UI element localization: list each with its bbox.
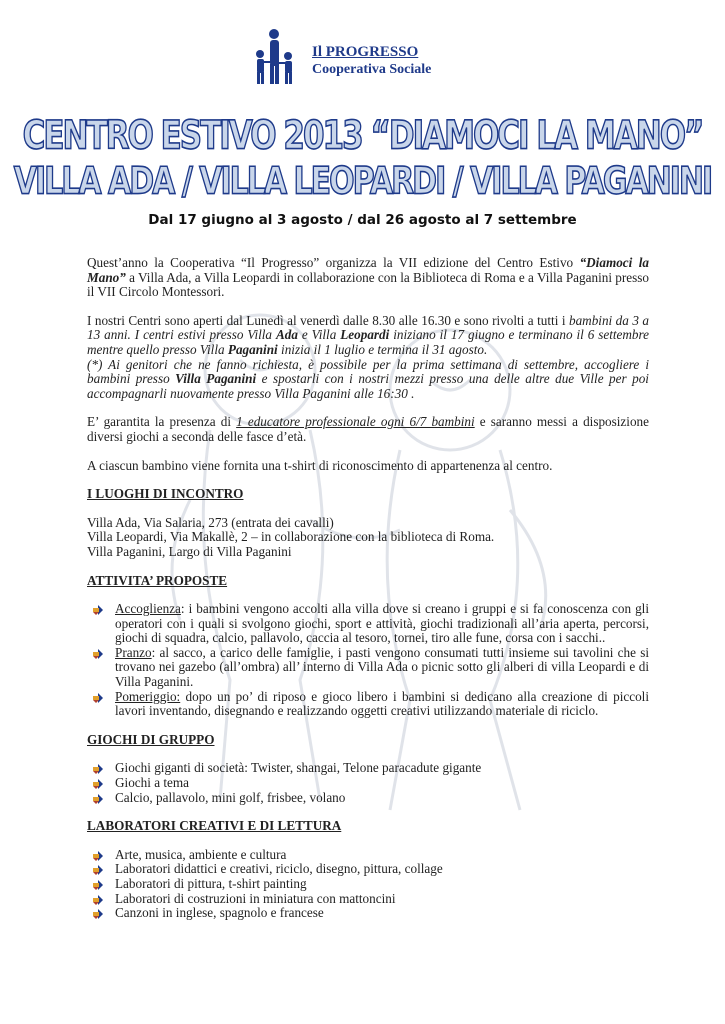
- arrow-bullet-icon: [93, 894, 103, 904]
- p2-villa-paganini: Paganini: [227, 341, 278, 357]
- item-text: : al sacco, a carico delle famiglie, i pasti vengono consumati tutti insieme sui tavolini che si trovano nei gazebo (all’ombra) all’ interno di Villa Ada o picnic sotto gli alberi di villa Leopardi e di Villa Paganini.: [115, 644, 649, 690]
- p2-text-a: I nostri Centri sono aperti dal Lunedì al venerdì dalle 8.30 alle 16.30 e sono rivolti a tutti i: [87, 312, 569, 328]
- arrow-bullet-icon: [93, 763, 103, 773]
- item-text: Arte, musica, ambiente e cultura: [115, 846, 287, 862]
- arrow-bullet-icon: [93, 793, 103, 803]
- p2-text-d: e Villa: [297, 327, 341, 343]
- p2-text-h: inizia il 1 luglio e termina il 31 agosto.: [277, 341, 488, 357]
- intro-paragraph: [87, 256, 649, 300]
- laboratori-heading: LABORATORI CREATIVI E DI LETTURA: [87, 818, 342, 834]
- list-item: [87, 602, 649, 646]
- title-line-1: CENTRO ESTIVO 2013 “DIAMOCI LA MANO”: [22, 113, 703, 159]
- list-item: [87, 791, 649, 806]
- laboratori-list: [87, 848, 649, 921]
- arrow-bullet-icon: [93, 879, 103, 889]
- list-item: [87, 761, 649, 776]
- item-text: Laboratori di costruzioni in miniatura con mattoncini: [115, 890, 396, 906]
- luoghi-heading: I LUOGHI DI INCONTRO: [87, 486, 244, 502]
- p4-ratio: 1 educatore professionale ogni 6/7 bambini: [236, 414, 475, 430]
- attivita-list: [87, 602, 649, 719]
- item-text: Giochi a tema: [115, 775, 189, 791]
- giochi-list: [87, 761, 649, 805]
- attivita-heading: ATTIVITA’ PROPOSTE: [87, 572, 228, 588]
- list-item: [87, 690, 649, 719]
- list-item: [87, 646, 649, 690]
- item-label: Pomeriggio:: [115, 688, 181, 704]
- arrow-bullet-icon: [93, 692, 103, 702]
- dates-heading: Dal 17 giugno al 3 agosto / dal 26 agosto al 7 settembre: [148, 212, 577, 228]
- document-body: [87, 256, 649, 921]
- arrow-bullet-icon: [93, 850, 103, 860]
- p1-text-a: Quest’anno la Cooperativa “Il Progresso” organizza la VII edizione del Centro Estivo: [87, 255, 580, 270]
- educator-paragraph: [87, 415, 649, 444]
- p3-text-a: (*) Ai genitori che ne fanno richiesta, è possibile per la prima settimana di settembre, accogliere i bambini presso: [87, 356, 649, 387]
- item-text: : i bambini vengono accolti alla villa dove si creano i gruppi e si fa conoscenza con gli operatori con i quali si svolgono giochi, sport e attività, giochi tradizionali all’aria aperta, percorsi, giochi di squadra, calcio, pallavolo, caccia al tesoro, tornei, tiro alle fune, corsa con i sacchi..: [115, 601, 649, 646]
- p4-text-c: e saranno messi a disposizione diversi giochi a seconda delle fasce d’età.: [87, 414, 649, 444]
- item-text: dopo un po’ di riposo e gioco libero i bambini si dedicano alla creazione di piccoli lavori inventando, disegnando e realizzando oggetti creativi utilizzando materiale di riciclo.: [115, 688, 649, 719]
- list-item: [87, 877, 649, 892]
- arrow-bullet-icon: [93, 864, 103, 874]
- p2-villa-ada: Ada: [275, 327, 298, 343]
- luoghi-line: Villa Leopardi, Via Makallè, 2 – in collaborazione con la biblioteca di Roma.: [87, 529, 495, 545]
- item-text: Laboratori di pittura, t-shirt painting: [115, 876, 307, 891]
- p1-text-c: a Villa Ada, a Villa Leopardi in collaborazione con la Biblioteca di Roma e a Villa Paganini presso il VII Circolo Montessori.: [87, 269, 649, 300]
- list-item: [87, 862, 649, 877]
- luoghi-line: Villa Ada, Via Salaria, 273 (entrata dei cavalli): [87, 514, 334, 530]
- item-text: Laboratori didattici e creativi, riciclo, disegno, pittura, collage: [115, 861, 443, 877]
- org-name: Il PROGRESSO: [312, 44, 419, 60]
- list-item: [87, 776, 649, 791]
- family-figures-icon: [248, 28, 300, 86]
- p4-text-a: E’ garantita la presenza di: [87, 414, 237, 430]
- list-item: [87, 848, 649, 863]
- item-label: Accoglienza: [115, 601, 181, 617]
- org-subtitle: Cooperativa Sociale: [312, 62, 432, 77]
- giochi-heading: GIOCHI DI GRUPPO: [87, 731, 215, 747]
- tshirt-paragraph: A ciascun bambino viene fornita una t-shirt di riconoscimento di appartenenza al centro.: [87, 457, 553, 473]
- item-text: Giochi giganti di società: Twister, shangai, Telone paracadute gigante: [115, 760, 482, 776]
- p3-text-c: e spostarli con i nostri mezzi presso una delle altre due Ville per poi accompagnarli nuovamente presso Villa Paganini alle 16:30 .: [87, 371, 649, 401]
- arrow-bullet-icon: [93, 648, 103, 658]
- list-item: [87, 906, 649, 921]
- p1-center-name: “Diamoci la Mano”: [87, 255, 649, 285]
- org-block: [312, 44, 431, 78]
- p2-text-f: iniziano il 17 giugno e terminano il 6 settembre mentre quello presso Villa: [87, 327, 649, 357]
- p2-text-b: bambini da 3 a 13 anni. I centri estivi presso Villa: [87, 312, 649, 343]
- item-text: Calcio, pallavolo, mini golf, frisbee, volano: [115, 789, 346, 805]
- arrow-bullet-icon: [93, 778, 103, 788]
- note-paragraph: [87, 358, 649, 402]
- arrow-bullet-icon: [93, 908, 103, 918]
- item-text: Canzoni in inglese, spagnolo e francese: [115, 905, 324, 921]
- p3-villa-paganini: Villa Paganini: [175, 371, 257, 387]
- title-line-2: VILLA ADA / VILLA LEOPARDI / VILLA PAGANINI: [13, 159, 712, 204]
- list-item: [87, 892, 649, 907]
- p2-villa-leopardi: Leopardi: [340, 327, 390, 343]
- luoghi-line: Villa Paganini, Largo di Villa Paganini: [87, 543, 292, 559]
- item-label: Pranzo: [115, 644, 152, 660]
- hours-paragraph: [87, 314, 649, 358]
- arrow-bullet-icon: [93, 604, 103, 614]
